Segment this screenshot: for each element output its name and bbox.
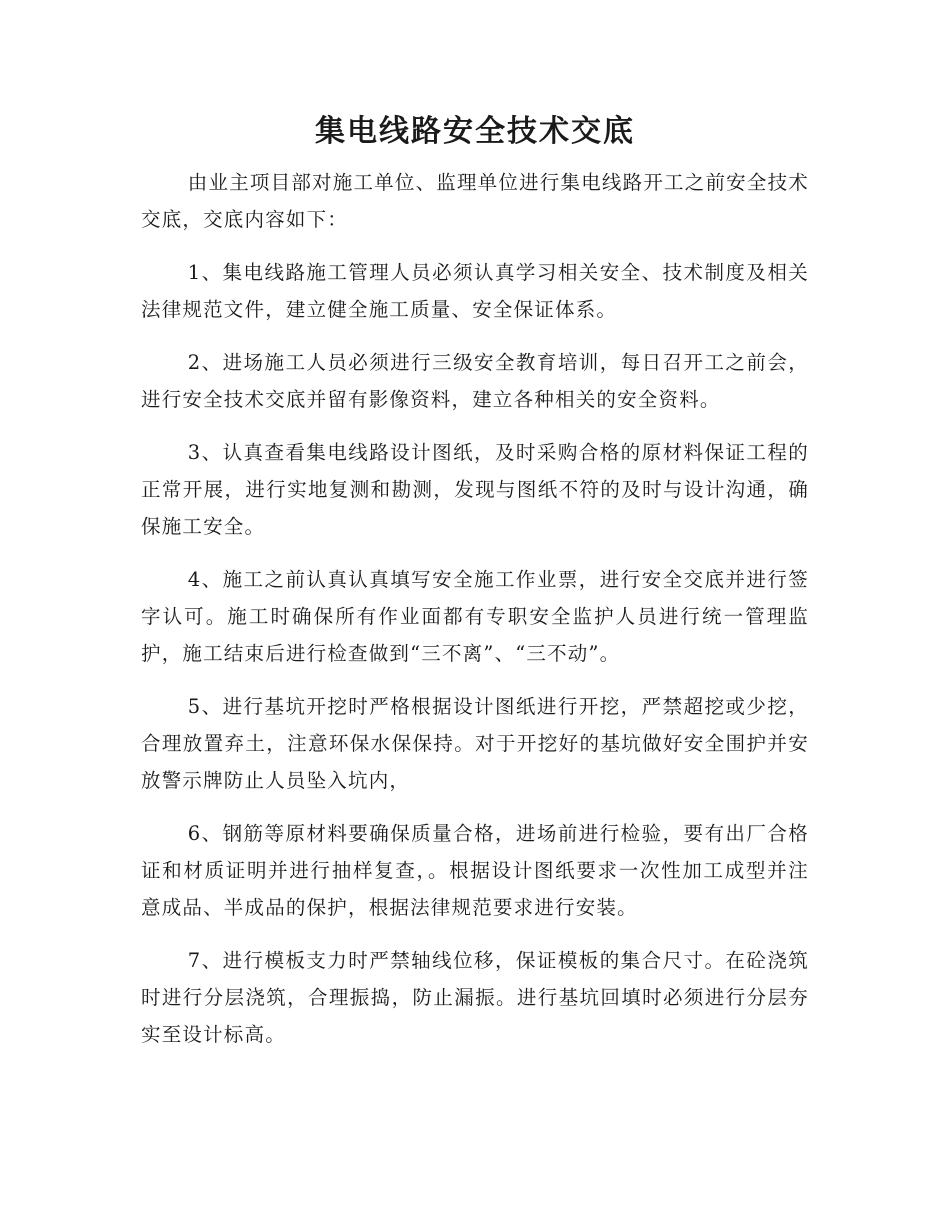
intro-paragraph: 由业主项目部对施工单位、监理单位进行集电线路开工之前安全技术交底，交底内容如下： <box>141 171 809 231</box>
item-paragraph-1: 1、集电线路施工管理人员必须认真学习相关安全、技术制度及相关法律规范文件，建立健全施工质量、安全保证体系。 <box>141 261 809 321</box>
item-paragraph-2: 2、进场施工人员必须进行三级安全教育培训，每日召开工之前会，进行安全技术交底并留有影像资料，建立各种相关的安全资料。 <box>141 351 809 411</box>
document-body <box>141 164 809 1053</box>
item-paragraph-7: 7、进行模板支力时严禁轴线位移，保证模板的集合尺寸。在砼浇筑时进行分层浇筑，合理振捣，防止漏振。进行基坑回填时必须进行分层夯实至设计标高。 <box>141 949 809 1046</box>
item-paragraph-6: 6、钢筋等原材料要确保质量合格，进场前进行检验，要有出厂合格证和材质证明并进行抽样复查，。根据设计图纸要求一次性加工成型并注意成品、半成品的保护，根据法律规范要求进行安装。 <box>141 822 809 919</box>
item-paragraph-5: 5、进行基坑开挖时严格根据设计图纸进行开挖，严禁超挖或少挖，合理放置弃土，注意环保水保保持。对于开挖好的基坑做好安全围护并安放警示牌防止人员坠入坑内， <box>141 695 809 792</box>
document-title: 集电线路安全技术交底 <box>315 114 635 149</box>
item-paragraph-4: 4、施工之前认真认真填写安全施工作业票，进行安全交底并进行签字认可。施工时确保所有作业面都有专职安全监护人员进行统一管理监护，施工结束后进行检查做到“三不离”、“三不动”。 <box>141 568 809 665</box>
item-paragraph-3: 3、认真查看集电线路设计图纸，及时采购合格的原材料保证工程的正常开展，进行实地复测和勘测，发现与图纸不符的及时与设计沟通，确保施工安全。 <box>141 441 809 538</box>
